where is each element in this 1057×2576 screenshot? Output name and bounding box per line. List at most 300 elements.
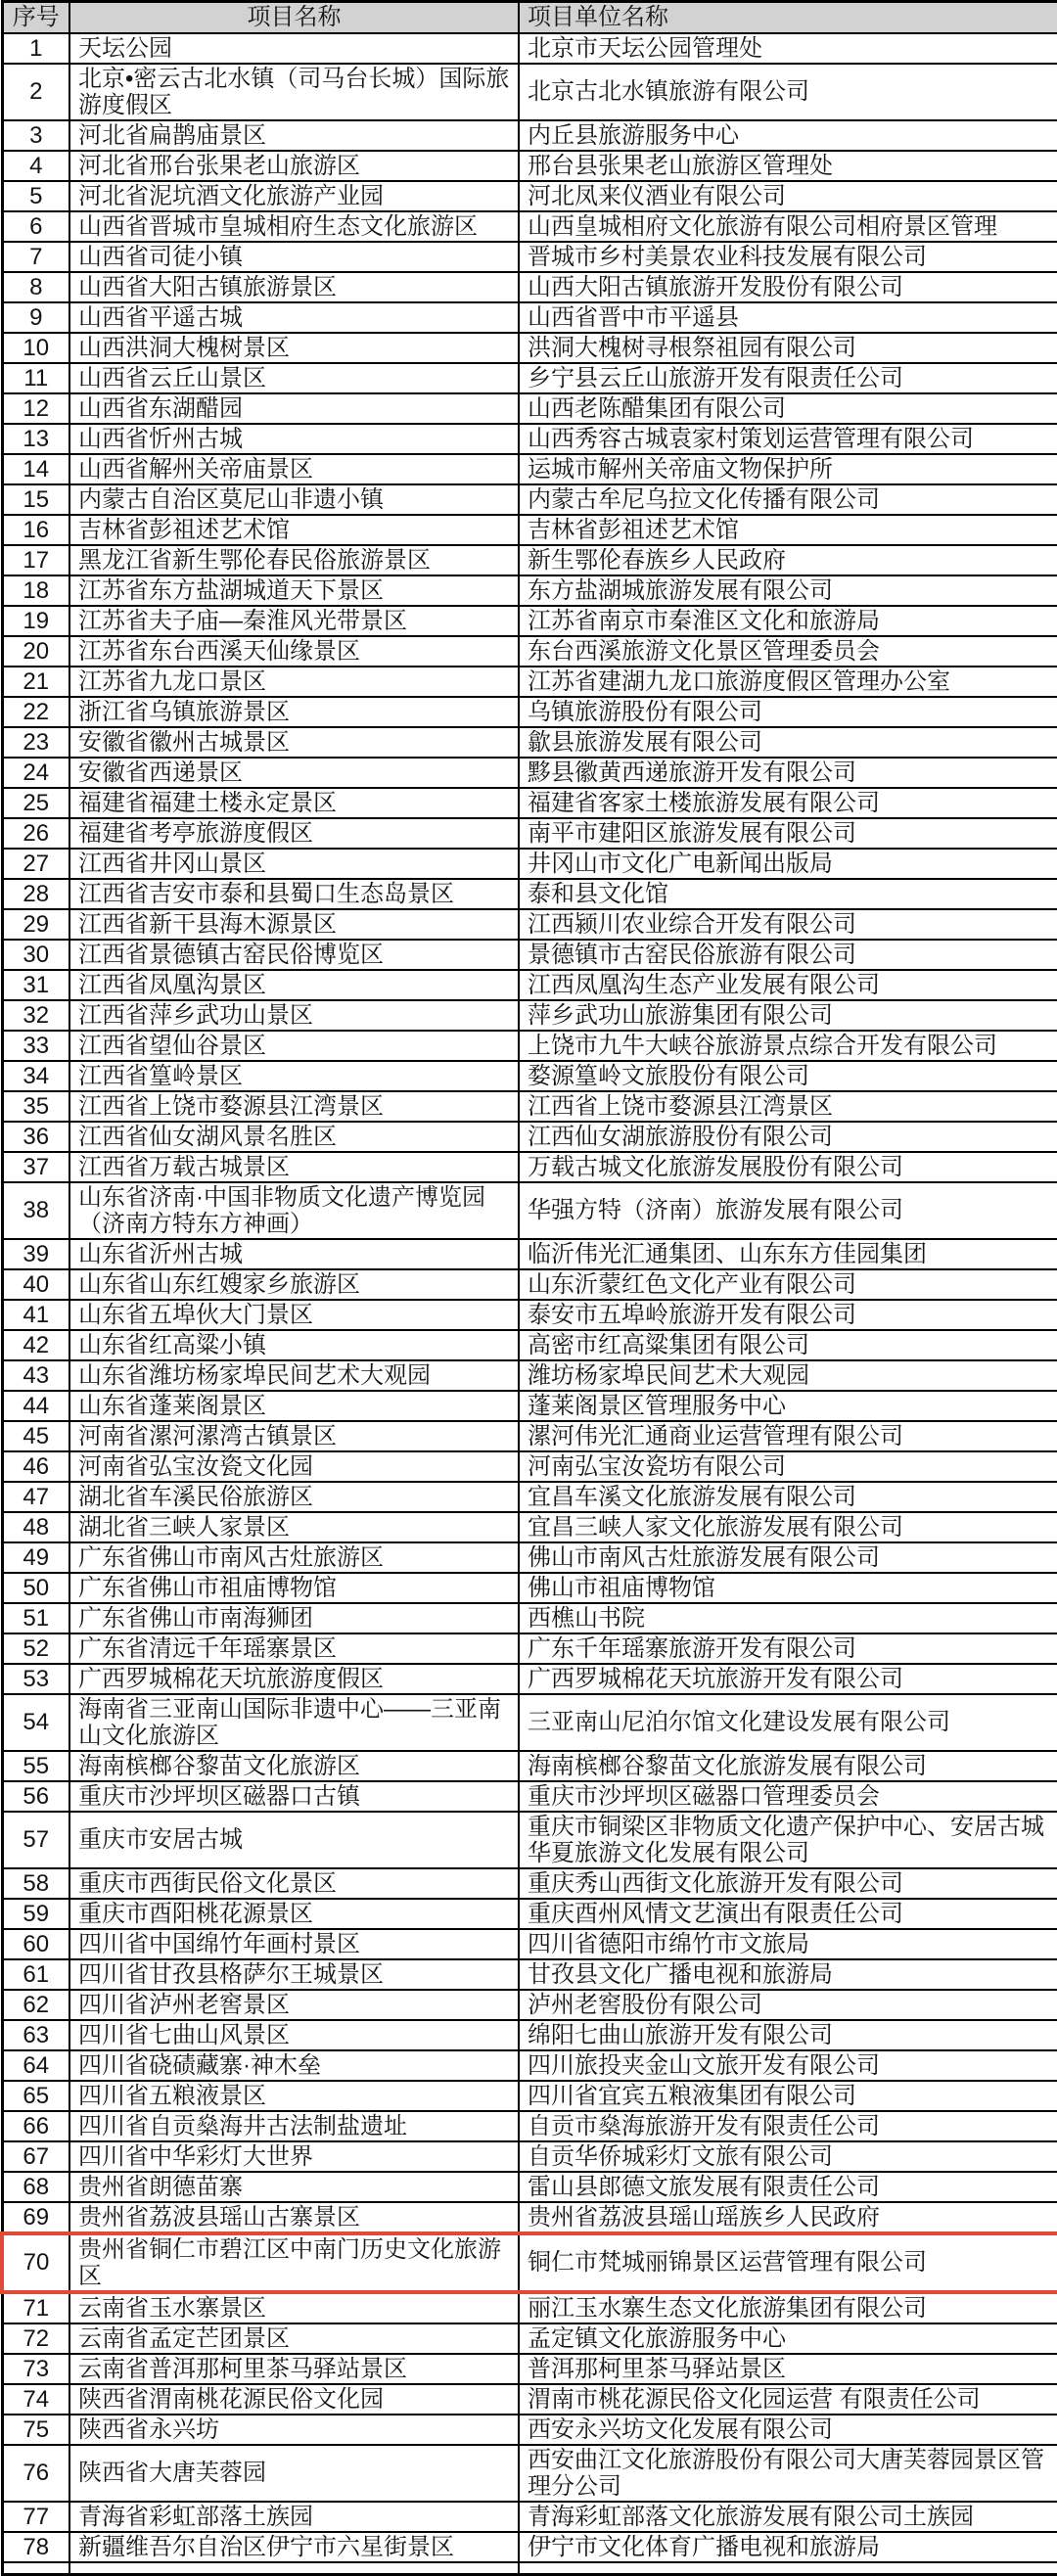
row-project-name: 山东省五埠伙大门景区 bbox=[69, 1300, 519, 1330]
table-row bbox=[2, 2141, 1057, 2172]
row-unit-name: 内丘县旅游服务中心 bbox=[519, 120, 1057, 151]
row-project-name: 山东省潍坊杨家埠民间艺术大观园 bbox=[69, 1360, 519, 1391]
row-unit-name: 宜昌三峡人家文化旅游发展有限公司 bbox=[519, 1512, 1057, 1542]
row-serial-number: 70 bbox=[2, 2233, 69, 2292]
table-row bbox=[2, 758, 1057, 788]
row-serial-number: 13 bbox=[2, 424, 69, 454]
row-unit-name: 吉林省彭祖述艺术馆 bbox=[519, 515, 1057, 545]
row-serial-number: 5 bbox=[2, 181, 69, 211]
row-serial-number: 46 bbox=[2, 1451, 69, 1482]
row-unit-name: 四川省德阳市绵竹市文旅局 bbox=[519, 1929, 1057, 1959]
row-project-name: 云南省普洱那柯里茶马驿站景区 bbox=[69, 2354, 519, 2384]
row-serial-number: 12 bbox=[2, 393, 69, 424]
row-serial-number: 33 bbox=[2, 1031, 69, 1061]
row-serial-number: 26 bbox=[2, 818, 69, 849]
row-serial-number: 41 bbox=[2, 1300, 69, 1330]
row-serial-number: 59 bbox=[2, 1899, 69, 1929]
row-serial-number: 7 bbox=[2, 242, 69, 272]
row-serial-number: 55 bbox=[2, 1751, 69, 1781]
row-serial-number: 38 bbox=[2, 1182, 69, 1239]
row-unit-name: 江苏省建湖九龙口旅游度假区管理办公室 bbox=[519, 667, 1057, 697]
row-unit-name: 三亚南山尼泊尔馆文化建设发展有限公司 bbox=[519, 1694, 1057, 1751]
row-serial-number: 24 bbox=[2, 758, 69, 788]
row-unit-name: 泰和县文化馆 bbox=[519, 879, 1057, 909]
table-row bbox=[2, 606, 1057, 636]
row-project-name: 四川省泸州老窖景区 bbox=[69, 1990, 519, 2020]
row-project-name: 青海省彩虹部落土族园 bbox=[69, 2502, 519, 2532]
table-row bbox=[2, 454, 1057, 484]
row-unit-name: 西樵山书院 bbox=[519, 1603, 1057, 1633]
row-project-name: 广东省佛山市祖庙博物馆 bbox=[69, 1573, 519, 1603]
row-project-name: 江西省景德镇古窑民俗博览区 bbox=[69, 940, 519, 970]
table-row bbox=[2, 2323, 1057, 2354]
row-project-name: 山东省红高粱小镇 bbox=[69, 1330, 519, 1360]
row-serial-number: 51 bbox=[2, 1603, 69, 1633]
row-project-name: 四川省中华彩灯大世界 bbox=[69, 2141, 519, 2172]
table-row bbox=[2, 2233, 1057, 2292]
table-row bbox=[2, 1482, 1057, 1512]
row-serial-number: 75 bbox=[2, 2415, 69, 2445]
row-project-name: 山东省山东红嫂家乡旅游区 bbox=[69, 1269, 519, 1300]
row-unit-name: 孟定镇文化旅游服务中心 bbox=[519, 2323, 1057, 2354]
row-unit-name: 临沂伟光汇通集团、山东东方佳园集团 bbox=[519, 1239, 1057, 1269]
row-project-name: 重庆市安居古城 bbox=[69, 1812, 519, 1868]
row-unit-name: 山东沂蒙红色文化产业有限公司 bbox=[519, 1269, 1057, 1300]
table-row bbox=[2, 697, 1057, 727]
row-project-name: 重庆市沙坪坝区磁器口古镇 bbox=[69, 1781, 519, 1812]
table-row bbox=[2, 2445, 1057, 2502]
row-unit-name: 江西仙女湖旅游股份有限公司 bbox=[519, 1122, 1057, 1152]
row-serial-number: 27 bbox=[2, 849, 69, 879]
row-unit-name: 婺源篁岭文旅股份有限公司 bbox=[519, 1061, 1057, 1091]
row-project-name: 江西省篁岭景区 bbox=[69, 1061, 519, 1091]
row-serial-number: 14 bbox=[2, 454, 69, 484]
row-unit-name: 重庆酉州风情文艺演出有限责任公司 bbox=[519, 1899, 1057, 1929]
row-serial-number: 17 bbox=[2, 545, 69, 575]
row-project-name: 江苏省夫子庙—秦淮风光带景区 bbox=[69, 606, 519, 636]
row-serial-number: 40 bbox=[2, 1269, 69, 1300]
row-serial-number: 73 bbox=[2, 2354, 69, 2384]
row-serial-number: 11 bbox=[2, 363, 69, 393]
row-project-name: 江苏省九龙口景区 bbox=[69, 667, 519, 697]
table-row bbox=[2, 2202, 1057, 2233]
row-unit-name: 山西老陈醋集团有限公司 bbox=[519, 393, 1057, 424]
row-serial-number: 57 bbox=[2, 1812, 69, 1868]
table-row bbox=[2, 849, 1057, 879]
row-unit-name: 佛山市祖庙博物馆 bbox=[519, 1573, 1057, 1603]
row-serial-number: 50 bbox=[2, 1573, 69, 1603]
row-project-name: 四川省硗碛藏寨·神木垒 bbox=[69, 2050, 519, 2081]
row-unit-name: 山西省晋中市平遥县 bbox=[519, 302, 1057, 333]
row-project-name: 云南省孟定芒团景区 bbox=[69, 2323, 519, 2354]
row-unit-name: 邢台县张果老山旅游区管理处 bbox=[519, 151, 1057, 181]
row-serial-number: 76 bbox=[2, 2445, 69, 2502]
row-serial-number: 15 bbox=[2, 484, 69, 515]
row-serial-number: 42 bbox=[2, 1330, 69, 1360]
row-serial-number: 71 bbox=[2, 2292, 69, 2323]
table-row bbox=[2, 2081, 1057, 2111]
row-unit-name: 山西大阳古镇旅游开发股份有限公司 bbox=[519, 272, 1057, 302]
table-body bbox=[2, 33, 1057, 2562]
table-row bbox=[2, 1391, 1057, 1421]
row-project-name: 山西省忻州古城 bbox=[69, 424, 519, 454]
table-row bbox=[2, 1812, 1057, 1868]
table-row bbox=[2, 1959, 1057, 1990]
row-project-name: 安徽省西递景区 bbox=[69, 758, 519, 788]
row-serial-number: 30 bbox=[2, 940, 69, 970]
table-row bbox=[2, 2020, 1057, 2050]
row-serial-number: 36 bbox=[2, 1122, 69, 1152]
row-unit-name: 歙县旅游发展有限公司 bbox=[519, 727, 1057, 758]
row-project-name: 天坛公园 bbox=[69, 33, 519, 64]
row-project-name: 江西省望仙谷景区 bbox=[69, 1031, 519, 1061]
table-row bbox=[2, 363, 1057, 393]
row-unit-name: 西安曲江文化旅游股份有限公司大唐芙蓉园景区管理分公司 bbox=[519, 2445, 1057, 2502]
table-row bbox=[2, 1091, 1057, 1122]
row-project-name: 江西省万载古城景区 bbox=[69, 1152, 519, 1182]
table-row bbox=[2, 2050, 1057, 2081]
table-row bbox=[2, 818, 1057, 849]
row-unit-name: 四川旅投夹金山文旅开发有限公司 bbox=[519, 2050, 1057, 2081]
row-serial-number: 58 bbox=[2, 1868, 69, 1899]
row-unit-name: 晋城市乡村美景农业科技发展有限公司 bbox=[519, 242, 1057, 272]
row-serial-number: 29 bbox=[2, 909, 69, 940]
row-project-name: 福建省考亭旅游度假区 bbox=[69, 818, 519, 849]
row-project-name: 安徽省徽州古城景区 bbox=[69, 727, 519, 758]
row-project-name: 河南省弘宝汝瓷文化园 bbox=[69, 1451, 519, 1482]
row-project-name: 湖北省三峡人家景区 bbox=[69, 1512, 519, 1542]
row-project-name: 江苏省东台西溪天仙缘景区 bbox=[69, 636, 519, 667]
row-project-name: 河北省邢台张果老山旅游区 bbox=[69, 151, 519, 181]
table-row bbox=[2, 1122, 1057, 1152]
row-project-name: 云南省玉水寨景区 bbox=[69, 2292, 519, 2323]
table-row bbox=[2, 1694, 1057, 1751]
row-unit-name: 普洱那柯里茶马驿站景区 bbox=[519, 2354, 1057, 2384]
row-serial-number: 37 bbox=[2, 1152, 69, 1182]
table-row bbox=[2, 1239, 1057, 1269]
row-project-name: 山西省平遥古城 bbox=[69, 302, 519, 333]
row-project-name: 四川省七曲山风景区 bbox=[69, 2020, 519, 2050]
row-serial-number: 31 bbox=[2, 970, 69, 1000]
header-unit-name: 项目单位名称 bbox=[519, 2, 1057, 33]
table-row bbox=[2, 151, 1057, 181]
row-unit-name: 海南槟榔谷黎苗文化旅游发展有限公司 bbox=[519, 1751, 1057, 1781]
row-unit-name: 东方盐湖城旅游发展有限公司 bbox=[519, 575, 1057, 606]
partial-cell bbox=[519, 2562, 1057, 2575]
row-project-name: 重庆市西街民俗文化景区 bbox=[69, 1868, 519, 1899]
row-project-name: 浙江省乌镇旅游景区 bbox=[69, 697, 519, 727]
row-unit-name: 重庆市沙坪坝区磁器口管理委员会 bbox=[519, 1781, 1057, 1812]
row-serial-number: 64 bbox=[2, 2050, 69, 2081]
table-row bbox=[2, 302, 1057, 333]
table-row bbox=[2, 1152, 1057, 1182]
table-row bbox=[2, 33, 1057, 64]
table-row bbox=[2, 272, 1057, 302]
table-row bbox=[2, 242, 1057, 272]
row-unit-name: 四川省宜宾五粮液集团有限公司 bbox=[519, 2081, 1057, 2111]
row-serial-number: 20 bbox=[2, 636, 69, 667]
row-project-name: 河北省扁鹊庙景区 bbox=[69, 120, 519, 151]
row-project-name: 江西省凤凰沟景区 bbox=[69, 970, 519, 1000]
row-unit-name: 佛山市南风古灶旅游发展有限公司 bbox=[519, 1542, 1057, 1573]
table-row bbox=[2, 1300, 1057, 1330]
row-serial-number: 72 bbox=[2, 2323, 69, 2354]
row-unit-name: 高密市红高粱集团有限公司 bbox=[519, 1330, 1057, 1360]
table-row bbox=[2, 393, 1057, 424]
row-unit-name: 自贡市燊海旅游开发有限责任公司 bbox=[519, 2111, 1057, 2141]
row-unit-name: 青海彩虹部落文化旅游发展有限公司土族园 bbox=[519, 2502, 1057, 2532]
row-unit-name: 自贡华侨城彩灯文旅有限公司 bbox=[519, 2141, 1057, 2172]
table-row bbox=[2, 575, 1057, 606]
row-serial-number: 52 bbox=[2, 1633, 69, 1664]
table-row bbox=[2, 1868, 1057, 1899]
row-serial-number: 2 bbox=[2, 64, 69, 120]
row-serial-number: 34 bbox=[2, 1061, 69, 1091]
header-project-name: 项目名称 bbox=[69, 2, 519, 33]
row-serial-number: 25 bbox=[2, 788, 69, 818]
row-unit-name: 运城市解州关帝庙文物保护所 bbox=[519, 454, 1057, 484]
table-row bbox=[2, 909, 1057, 940]
row-unit-name: 绵阳七曲山旅游开发有限公司 bbox=[519, 2020, 1057, 2050]
row-serial-number: 9 bbox=[2, 302, 69, 333]
row-serial-number: 43 bbox=[2, 1360, 69, 1391]
table-row bbox=[2, 181, 1057, 211]
row-serial-number: 49 bbox=[2, 1542, 69, 1573]
table-row bbox=[2, 2502, 1057, 2532]
row-project-name: 广东省佛山市南风古灶旅游区 bbox=[69, 1542, 519, 1573]
partial-cell bbox=[69, 2562, 519, 2575]
row-project-name: 山西省晋城市皇城相府生态文化旅游区 bbox=[69, 211, 519, 242]
row-unit-name: 蓬莱阁景区管理服务中心 bbox=[519, 1391, 1057, 1421]
row-unit-name: 泰安市五埠岭旅游开发有限公司 bbox=[519, 1300, 1057, 1330]
row-project-name: 四川省五粮液景区 bbox=[69, 2081, 519, 2111]
row-serial-number: 56 bbox=[2, 1781, 69, 1812]
table-row bbox=[2, 333, 1057, 363]
row-serial-number: 74 bbox=[2, 2384, 69, 2415]
table-row bbox=[2, 120, 1057, 151]
table-header-row bbox=[2, 2, 1057, 33]
row-unit-name: 东台西溪旅游文化景区管理委员会 bbox=[519, 636, 1057, 667]
row-project-name: 河北省泥坑酒文化旅游产业园 bbox=[69, 181, 519, 211]
row-serial-number: 18 bbox=[2, 575, 69, 606]
row-unit-name: 景德镇市古窑民俗旅游有限公司 bbox=[519, 940, 1057, 970]
table-row bbox=[2, 1929, 1057, 1959]
row-project-name: 山西洪洞大槐树景区 bbox=[69, 333, 519, 363]
table-row bbox=[2, 2415, 1057, 2445]
row-unit-name: 洪洞大槐树寻根祭祖园有限公司 bbox=[519, 333, 1057, 363]
row-project-name: 陕西省永兴坊 bbox=[69, 2415, 519, 2445]
row-project-name: 山西省云丘山景区 bbox=[69, 363, 519, 393]
row-unit-name: 江西凤凰沟生态产业发展有限公司 bbox=[519, 970, 1057, 1000]
row-serial-number: 3 bbox=[2, 120, 69, 151]
table-row bbox=[2, 1182, 1057, 1239]
row-project-name: 新疆维吾尔自治区伊宁市六星街景区 bbox=[69, 2532, 519, 2562]
row-unit-name: 井冈山市文化广电新闻出版局 bbox=[519, 849, 1057, 879]
row-serial-number: 48 bbox=[2, 1512, 69, 1542]
row-unit-name: 广西罗城棉花天坑旅游开发有限公司 bbox=[519, 1664, 1057, 1694]
table-row bbox=[2, 64, 1057, 120]
row-unit-name: 贵州省荔波县瑶山瑶族乡人民政府 bbox=[519, 2202, 1057, 2233]
table-row bbox=[2, 1542, 1057, 1573]
table-row bbox=[2, 545, 1057, 575]
row-unit-name: 泸州老窖股份有限公司 bbox=[519, 1990, 1057, 2020]
row-serial-number: 66 bbox=[2, 2111, 69, 2141]
table-row bbox=[2, 1781, 1057, 1812]
table-row bbox=[2, 879, 1057, 909]
row-project-name: 广东省清远千年瑶寨景区 bbox=[69, 1633, 519, 1664]
row-serial-number: 62 bbox=[2, 1990, 69, 2020]
table-row bbox=[2, 1990, 1057, 2020]
row-unit-name: 重庆市铜梁区非物质文化遗产保护中心、安居古城华夏旅游文化发展有限公司 bbox=[519, 1812, 1057, 1868]
table-row bbox=[2, 484, 1057, 515]
row-project-name: 江西省仙女湖风景名胜区 bbox=[69, 1122, 519, 1152]
row-unit-name: 甘孜县文化广播电视和旅游局 bbox=[519, 1959, 1057, 1990]
table-row bbox=[2, 667, 1057, 697]
table-row bbox=[2, 727, 1057, 758]
row-serial-number: 78 bbox=[2, 2532, 69, 2562]
row-unit-name: 江西颍川农业综合开发有限公司 bbox=[519, 909, 1057, 940]
partial-cell bbox=[2, 2562, 69, 2575]
row-unit-name: 北京市天坛公园管理处 bbox=[519, 33, 1057, 64]
row-project-name: 广东省佛山市南海狮团 bbox=[69, 1603, 519, 1633]
row-serial-number: 6 bbox=[2, 211, 69, 242]
table-row bbox=[2, 2111, 1057, 2141]
row-serial-number: 32 bbox=[2, 1000, 69, 1031]
row-serial-number: 67 bbox=[2, 2141, 69, 2172]
table-row bbox=[2, 1269, 1057, 1300]
table-row bbox=[2, 1330, 1057, 1360]
row-serial-number: 69 bbox=[2, 2202, 69, 2233]
table-row bbox=[2, 1603, 1057, 1633]
row-unit-name: 潍坊杨家埠民间艺术大观园 bbox=[519, 1360, 1057, 1391]
table-row bbox=[2, 1421, 1057, 1451]
row-serial-number: 19 bbox=[2, 606, 69, 636]
table-row bbox=[2, 970, 1057, 1000]
row-unit-name: 西安永兴坊文化发展有限公司 bbox=[519, 2415, 1057, 2445]
row-project-name: 贵州省荔波县瑶山古寨景区 bbox=[69, 2202, 519, 2233]
table-row bbox=[2, 2384, 1057, 2415]
header-serial-number: 序号 bbox=[2, 2, 69, 33]
table-row bbox=[2, 211, 1057, 242]
row-project-name: 山东省蓬莱阁景区 bbox=[69, 1391, 519, 1421]
table-row bbox=[2, 515, 1057, 545]
row-serial-number: 77 bbox=[2, 2502, 69, 2532]
table-row bbox=[2, 1751, 1057, 1781]
row-unit-name: 南平市建阳区旅游发展有限公司 bbox=[519, 818, 1057, 849]
row-project-name: 江西省吉安市泰和县蜀口生态岛景区 bbox=[69, 879, 519, 909]
row-unit-name: 漯河伟光汇通商业运营管理有限公司 bbox=[519, 1421, 1057, 1451]
row-unit-name: 北京古北水镇旅游有限公司 bbox=[519, 64, 1057, 120]
row-project-name: 陕西省大唐芙蓉园 bbox=[69, 2445, 519, 2502]
row-project-name: 山东省沂州古城 bbox=[69, 1239, 519, 1269]
table-row bbox=[2, 2532, 1057, 2562]
row-unit-name: 宜昌车溪文化旅游发展有限公司 bbox=[519, 1482, 1057, 1512]
row-serial-number: 22 bbox=[2, 697, 69, 727]
row-unit-name: 河北凤来仪酒业有限公司 bbox=[519, 181, 1057, 211]
row-serial-number: 23 bbox=[2, 727, 69, 758]
row-serial-number: 65 bbox=[2, 2081, 69, 2111]
row-serial-number: 68 bbox=[2, 2172, 69, 2202]
row-project-name: 江西省上饶市婺源县江湾景区 bbox=[69, 1091, 519, 1122]
row-unit-name: 江苏省南京市秦淮区文化和旅游局 bbox=[519, 606, 1057, 636]
row-project-name: 黑龙江省新生鄂伦春民俗旅游景区 bbox=[69, 545, 519, 575]
row-serial-number: 63 bbox=[2, 2020, 69, 2050]
row-project-name: 内蒙古自治区莫尼山非遗小镇 bbox=[69, 484, 519, 515]
row-project-name: 四川省自贡燊海井古法制盐遗址 bbox=[69, 2111, 519, 2141]
row-project-name: 山西省解州关帝庙景区 bbox=[69, 454, 519, 484]
row-project-name: 陕西省渭南桃花源民俗文化园 bbox=[69, 2384, 519, 2415]
table-row bbox=[2, 1451, 1057, 1482]
row-unit-name: 江西省上饶市婺源县江湾景区 bbox=[519, 1091, 1057, 1122]
table-row bbox=[2, 2354, 1057, 2384]
table-row bbox=[2, 1512, 1057, 1542]
row-unit-name: 上饶市九牛大峡谷旅游景点综合开发有限公司 bbox=[519, 1031, 1057, 1061]
row-serial-number: 60 bbox=[2, 1929, 69, 1959]
row-project-name: 山东省济南·中国非物质文化遗产博览园（济南方特东方神画） bbox=[69, 1182, 519, 1239]
row-unit-name: 河南弘宝汝瓷坊有限公司 bbox=[519, 1451, 1057, 1482]
row-unit-name: 内蒙古牟尼乌拉文化传播有限公司 bbox=[519, 484, 1057, 515]
table-row bbox=[2, 636, 1057, 667]
row-unit-name: 山西秀容古城袁家村策划运营管理有限公司 bbox=[519, 424, 1057, 454]
row-serial-number: 28 bbox=[2, 879, 69, 909]
row-project-name: 山西省司徒小镇 bbox=[69, 242, 519, 272]
row-unit-name: 广东千年瑶寨旅游开发有限公司 bbox=[519, 1633, 1057, 1664]
row-project-name: 山西省东湖醋园 bbox=[69, 393, 519, 424]
row-unit-name: 福建省客家土楼旅游发展有限公司 bbox=[519, 788, 1057, 818]
table-row bbox=[2, 1000, 1057, 1031]
row-project-name: 四川省中国绵竹年画村景区 bbox=[69, 1929, 519, 1959]
row-unit-name: 新生鄂伦春族乡人民政府 bbox=[519, 545, 1057, 575]
row-unit-name: 萍乡武功山旅游集团有限公司 bbox=[519, 1000, 1057, 1031]
row-unit-name: 渭南市桃花源民俗文化园运营 有限责任公司 bbox=[519, 2384, 1057, 2415]
row-unit-name: 山西皇城相府文化旅游有限公司相府景区管理 bbox=[519, 211, 1057, 242]
row-project-name: 江西省井冈山景区 bbox=[69, 849, 519, 879]
row-serial-number: 1 bbox=[2, 33, 69, 64]
row-serial-number: 61 bbox=[2, 1959, 69, 1990]
row-unit-name: 丽江玉水寨生态文化旅游集团有限公司 bbox=[519, 2292, 1057, 2323]
table-row bbox=[2, 1664, 1057, 1694]
row-serial-number: 54 bbox=[2, 1694, 69, 1751]
partial-bottom-row bbox=[2, 2562, 1057, 2575]
row-unit-name: 万载古城文化旅游发展股份有限公司 bbox=[519, 1152, 1057, 1182]
row-project-name: 福建省福建土楼永定景区 bbox=[69, 788, 519, 818]
row-serial-number: 53 bbox=[2, 1664, 69, 1694]
row-unit-name: 重庆秀山西街文化旅游开发有限公司 bbox=[519, 1868, 1057, 1899]
row-serial-number: 16 bbox=[2, 515, 69, 545]
row-serial-number: 4 bbox=[2, 151, 69, 181]
row-unit-name: 铜仁市梵城丽锦景区运营管理有限公司 bbox=[519, 2233, 1057, 2292]
table-row bbox=[2, 424, 1057, 454]
table-row bbox=[2, 1633, 1057, 1664]
row-unit-name: 雷山县郎德文旅发展有限责任公司 bbox=[519, 2172, 1057, 2202]
row-project-name: 重庆市酉阳桃花源景区 bbox=[69, 1899, 519, 1929]
row-serial-number: 47 bbox=[2, 1482, 69, 1512]
row-project-name: 山西省大阳古镇旅游景区 bbox=[69, 272, 519, 302]
table-row bbox=[2, 940, 1057, 970]
table-row bbox=[2, 2172, 1057, 2202]
row-unit-name: 华强方特（济南）旅游发展有限公司 bbox=[519, 1182, 1057, 1239]
row-serial-number: 35 bbox=[2, 1091, 69, 1122]
row-serial-number: 45 bbox=[2, 1421, 69, 1451]
table-row bbox=[2, 788, 1057, 818]
row-unit-name: 乌镇旅游股份有限公司 bbox=[519, 697, 1057, 727]
row-project-name: 河南省漯河漯湾古镇景区 bbox=[69, 1421, 519, 1451]
table-row bbox=[2, 1573, 1057, 1603]
row-unit-name: 乡宁县云丘山旅游开发有限责任公司 bbox=[519, 363, 1057, 393]
row-project-name: 贵州省朗德苗寨 bbox=[69, 2172, 519, 2202]
table-row bbox=[2, 2292, 1057, 2323]
row-project-name: 吉林省彭祖述艺术馆 bbox=[69, 515, 519, 545]
